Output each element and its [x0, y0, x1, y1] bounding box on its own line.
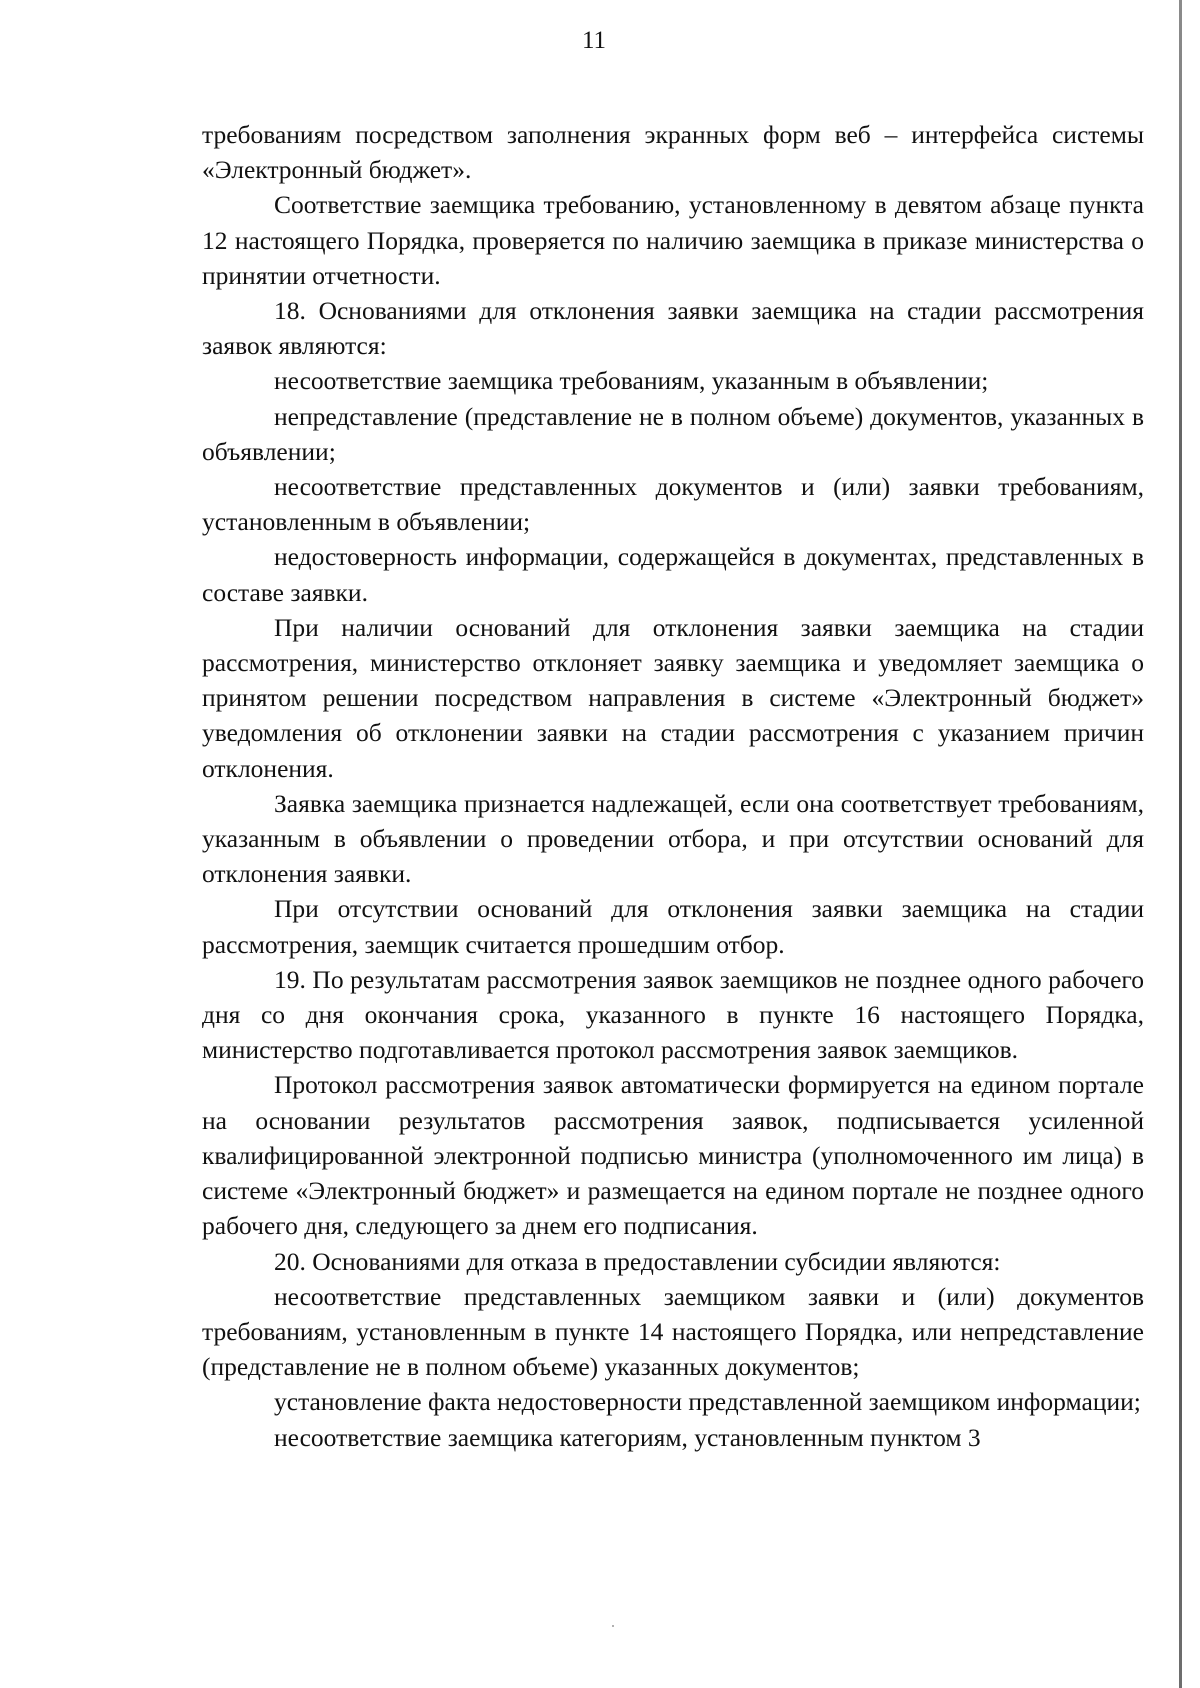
document-body: [202, 117, 1144, 1455]
paragraph: установление факта недостоверности представленной заемщиком информации;: [274, 1387, 1141, 1417]
page-number: 11: [581, 27, 607, 54]
paragraph: несоответствие заемщика требованиям, указанным в объявлении;: [274, 366, 989, 396]
paragraph: При наличии оснований для отклонения заявки заемщика на стадии рассмотрения, министерство отклоняет заявку заемщика и уведомляет заемщика о принятом решении посредством направления в системе «Электронный бюджет» уведомления об отклонении заявки на стадии рассмотрения с указанием причин отклонения.: [202, 612, 1144, 783]
paragraph: несоответствие заемщика категориям, установленным пунктом 3: [274, 1422, 981, 1452]
scan-speck: [612, 1625, 614, 1627]
paragraph: недостоверность информации, содержащейся в документах, представленных в составе заявки.: [202, 542, 1144, 607]
paragraph: 19. По результатам рассмотрения заявок заемщиков не позднее одного рабочего дня со дня окончания срока, указанного в пункте 16 настоящего Порядка, министерство подготавливается протокол рассмотрения заявок заемщиков.: [202, 964, 1144, 1065]
paragraph: 18. Основаниями для отклонения заявки заемщика на стадии рассмотрения заявок являются:: [202, 296, 1144, 361]
paragraph: Соответствие заемщика требованию, установленному в девятом абзаце пункта 12 настоящего Порядка, проверяется по наличию заемщика в приказе министерства о принятии отчетности.: [202, 190, 1144, 290]
paragraph: 20. Основаниями для отказа в предоставлении субсидии являются:: [274, 1246, 1001, 1276]
paragraph: требованиям посредством заполнения экранных форм веб – интерфейса системы «Электронный бюджет».: [202, 120, 1144, 185]
paragraph: Заявка заемщика признается надлежащей, если она соответствует требованиям, указанным в объявлении о проведении отбора, и при отсутствии оснований для отклонения заявки.: [202, 788, 1144, 889]
paragraph: непредставление (представление не в полном объеме) документов, указанных в объявлении;: [202, 401, 1144, 466]
paragraph: При отсутствии оснований для отклонения заявки заемщика на стадии рассмотрения, заемщик считается прошедшим отбор.: [202, 894, 1144, 959]
paragraph: Протокол рассмотрения заявок автоматически формируется на едином портале на основании результатов рассмотрения заявок, подписывается усиленной квалифицированной электронной подписью министра (уполномоченного им лица) в системе «Электронный бюджет» и размещается на едином портале не позднее одного рабочего дня, следующего за днем его подписания.: [202, 1070, 1144, 1241]
paragraph: несоответствие представленных заемщиком заявки и (или) документов требованиям, установленным в пункте 14 настоящего Порядка, или непредставление (представление не в полном объеме) указанных документов;: [202, 1281, 1144, 1382]
scan-edge-line: [1179, 0, 1182, 1688]
paragraph: несоответствие представленных документов и (или) заявки требованиям, установленным в объявлении;: [202, 472, 1144, 537]
